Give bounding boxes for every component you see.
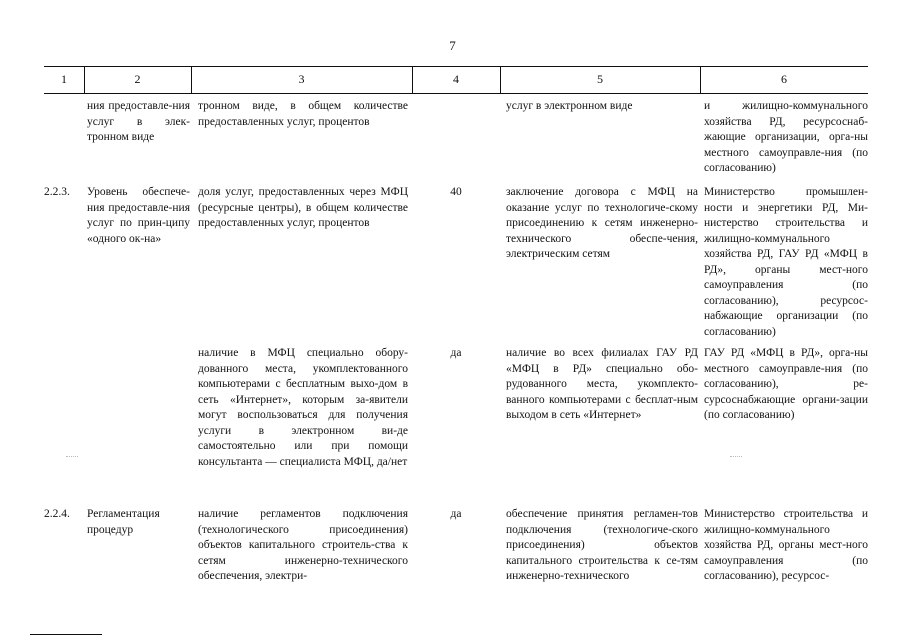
row-indicator-name: Уровень обеспече-ния предоставле-ния услуг по прин-ципу «одного ок-на» xyxy=(87,186,190,245)
row-indicator-measure: тронном виде, в общем количестве предоставленных услуг, процентов xyxy=(198,100,408,128)
row-responsible: ГАУ РД «МФЦ в РД», орга-ны местного самоуправле-ния (по согласованию), ре-сурсоснабжающие органи-зации (по согласованию) xyxy=(704,347,868,421)
column-header-4: 4 xyxy=(453,72,459,86)
column-header-1: 1 xyxy=(61,72,67,86)
footnote-separator xyxy=(30,634,102,635)
row-target-value: да xyxy=(450,508,462,520)
row-responsible: Министерство строительства и жилищно-коммунального хозяйства РД, органы мест-ного самоуправления (по согласованию), ресурсос- xyxy=(704,508,868,582)
row-indicator-measure: доля услуг, предоставленных через МФЦ (ресурсные центры), в общем количестве предоставленных услуг, процентов xyxy=(198,186,408,229)
row-action: обеспечение принятия регламен-тов подключения (технологиче-ского присоединения) объектов капитального строительства к се-тям инженерно-технического xyxy=(506,508,698,582)
column-header-5: 5 xyxy=(597,72,603,86)
row-number: 2.2.4. xyxy=(44,508,70,520)
scan-speck xyxy=(730,456,742,457)
row-responsible: Министерство промышлен-ности и энергетики РД, Ми-нистерство строительства и жилищно-коммунального хозяйства РД, ГАУ РД «МФЦ в РД», органы мест-ного самоуправления (по согласованию), ресурсос-набжающие организации (по согласованию) xyxy=(704,186,868,338)
column-header-2: 2 xyxy=(134,72,141,86)
column-header-6: 6 xyxy=(781,72,787,86)
row-indicator-name: Регламентация процедур xyxy=(87,508,160,536)
row-target-value: 40 xyxy=(450,186,462,198)
row-indicator-name: ния предоставле-ния услуг в элек-тронном виде xyxy=(87,100,190,143)
scan-speck xyxy=(66,456,78,457)
row-action: услуг в электронном виде xyxy=(506,100,633,112)
table-header-bottom-border xyxy=(44,93,868,94)
row-indicator-measure: наличие регламентов подключения (технологического присоединения) объектов капитального строитель-ства к сетям инженерно-технического обеспечения, электри- xyxy=(198,508,408,582)
row-action: заключение договора с МФЦ на оказание услуг по технологиче-скому присоединению к сетям инженерно-технического обеспе-чения, электрическим сетям xyxy=(506,186,698,260)
row-indicator-measure: наличие в МФЦ специально обору-дованного места, укомплектованного компьютерами с бесплатным выхо-дом в сеть «Интернет», которым за-явители могут воспользоваться для получения услуги в электронном ви-де самостоятельно или при помощи консультанта — специалиста МФЦ, да/нет xyxy=(198,347,408,468)
row-action: наличие во всех филиалах ГАУ РД «МФЦ в РД» специально обо-рудованного места, укомплекто-ванного компьютерами с бесплат-ным выходом в сеть «Интернет» xyxy=(506,347,698,421)
page-number: 7 xyxy=(449,38,456,53)
row-target-value: да xyxy=(450,347,462,359)
row-responsible: и жилищно-коммунального хозяйства РД, ресурсоснаб-жающие организации, орга-ны местного самоуправле-ния (по согласованию) xyxy=(704,100,868,174)
column-header-3: 3 xyxy=(298,72,305,86)
table-header-top-border xyxy=(44,66,868,67)
row-number: 2.2.3. xyxy=(44,186,70,198)
